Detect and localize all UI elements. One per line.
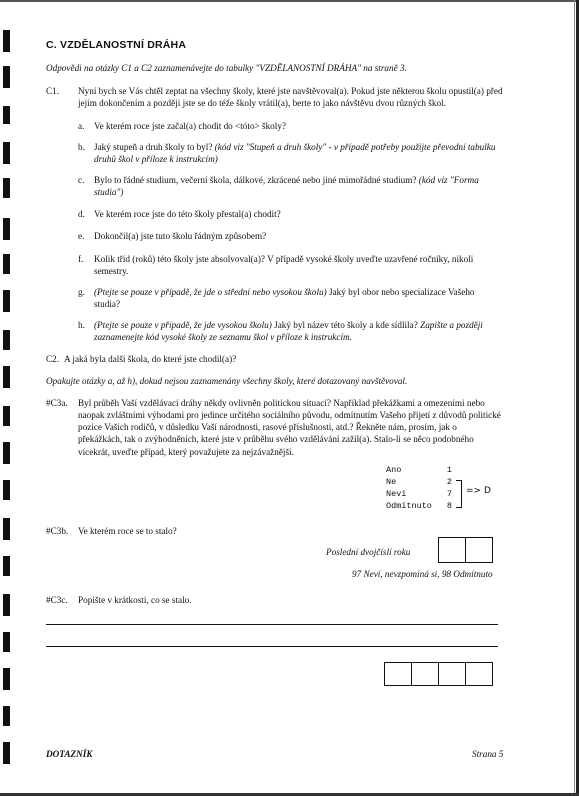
item-b [94,141,502,165]
item-h-note: Zapište a později zaznamenejte kód vysoké školy ze seznamu škol v příloze k instrukcím. [94,320,483,343]
code-value: 7 [446,489,452,499]
code-row[interactable] [386,464,452,476]
binder-hole-mark [3,330,10,350]
item-b-note: (kód viz "Stupeň a druh školy" - v případě potřeby použijte převodní tabulku druhů škol v příloze k instrukcím) [94,142,496,165]
item-g [94,286,502,310]
code-digit-box[interactable] [384,662,412,686]
item-g-condition: (Ptejte se pouze v případě, že jde o střední nebo vysokou školu) [94,287,327,297]
item-a-text: Ve kterém roce jste začal(a) chodit do <tóto> školy? [94,121,286,131]
binder-hole-mark [3,142,10,164]
code-value: 1 [446,465,452,475]
section-title: C. VZDĚLANOSTNÍ DRÁHA [46,39,187,51]
code-digit-box[interactable] [439,662,466,686]
item-h-text: Jaký byl název této školy a kde sídlila? [274,320,418,330]
question-c2-label: C2. [46,354,60,364]
item-d-text: Ve kterém roce jste do této školy přestal(a) chodit? [94,209,281,219]
question-c3a-label: #C3a. [46,398,68,408]
item-g-text: Jaký byl obor nebo specializace Vašeho studia? [94,287,475,310]
code-row[interactable] [386,500,452,512]
binder-hole-mark [3,178,10,198]
scan-top-edge [0,0,579,2]
c3c-code-boxes[interactable] [384,662,493,684]
item-b-text: Jaký stupeň a druh školy to byl? [94,142,213,152]
code-row[interactable] [386,476,452,488]
binder-hole-mark [3,366,10,388]
item-e-letter: e. [78,231,85,241]
question-c1-text: Nyní bych se Vás chtěl zeptat na všechny školy, které jste navštěvoval(a). Pokud jste některou školu opustil(a) před jejím dokončením a později jste se do téže školy vrátil(a), berte to jako návštěvu dvou různých škol. [78,86,503,109]
binder-hole-mark [3,556,10,576]
question-c3a-text: Byl průběh Vaší vzdělávací dráhy někdy ovlivněn politickou situací? Například překážkami a omezeními nebo naopak zvláštními výhodami pro jedince určitého sociálního původu, odmítnutím Vašeho přijetí z důvodů politické pozice Vašich rodičů, v důsledku Vaší národnosti, rasové příslušnosti, atd.? Řekněte nám, prosím, jak o překážkách, tak o zvýhodněních, které jste v průběhu svého vzdělávání zažil(a). Stalo-li se něco podobného vícekrát, uveďte případ, který považujete za nejzávažnější. [78,398,501,457]
year-codes-note: 97 Neví, nevzpomíná si, 98 Odmítnuto [352,569,493,579]
code-label: Odmítnuto [386,501,432,511]
code-value: 2 [446,477,452,487]
section-instruction: Odpovědi na otázky C1 a C2 zaznamenávejte do tabulky "VZDĚLANOSTNÍ DRÁHA" na straně 3. [46,63,407,73]
skip-brace [456,480,462,508]
year-digit-box[interactable] [438,537,466,563]
binder-hole-mark [3,218,10,240]
item-f-letter: f. [78,254,84,264]
item-f-text: Kolik tříd (roků) této školy jste absolvoval(a)? V případě vysoké školy uveďte uzavřené ročníky, nikoli semestry. [94,254,474,277]
item-e-text: Dokončil(a) jste tuto školu řádným způsobem? [94,231,267,241]
binder-hole-mark [3,594,10,616]
scan-right-edge-line [574,0,575,796]
item-b-letter: b. [78,142,85,152]
item-h [94,319,502,343]
binder-hole-mark [3,706,10,726]
binder-hole-mark [3,30,10,52]
binder-hole-mark [3,290,10,312]
binder-hole-mark [3,518,10,540]
item-d-letter: d. [78,209,85,219]
item-a-letter: a. [78,121,85,131]
binder-hole-mark [3,66,10,88]
item-c-text: Bylo to řádné studium, večerní škola, dálkové, zkrácené nebo jiné mimořádné studium? [94,175,417,185]
c3a-answer-codes [386,464,452,512]
code-label: Neví [386,489,407,499]
binder-hole-mark [3,480,10,500]
code-digit-box[interactable] [412,662,439,686]
item-g-letter: g. [78,287,85,297]
binder-hole-mark [3,742,10,764]
footer-document-name: DOTAZNÍK [46,749,93,759]
skip-instruction: => D [466,486,491,496]
binder-hole-mark [3,668,10,690]
item-h-condition: (Ptejte se pouze v případě, že jde vysokou školu) [94,320,272,330]
code-digit-box[interactable] [466,662,493,686]
question-c1-label: C1. [46,86,60,96]
binder-hole-mark [3,254,10,274]
code-label: Ano [386,465,402,475]
code-row[interactable] [386,488,452,500]
code-value: 8 [446,501,452,511]
item-c-note: (kód viz "Forma studia") [94,175,479,198]
question-c3c-text: Popište v krátkosti, co se stalo. [78,595,192,605]
question-c3b-text: Ve kterém roce se to stalo? [78,526,177,536]
binder-hole-mark [3,406,10,426]
answer-line[interactable] [46,646,498,647]
binder-hole-mark [3,106,10,124]
item-c-letter: c. [78,175,85,185]
answer-line[interactable] [46,624,498,625]
year-answer-boxes[interactable] [438,537,494,561]
year-digit-box[interactable] [466,537,493,563]
year-answer-label: Poslední dvojčíslí roku [326,547,411,557]
question-c3b-label: #C3b. [46,526,69,536]
question-c2-text: A jaká byla další škola, do které jste chodil(a)? [64,354,237,364]
item-h-letter: h. [78,320,85,330]
binder-hole-mark [3,632,10,652]
code-label: Ne [386,477,397,487]
question-c3c-label: #C3c. [46,595,68,605]
footer-page-number: Strana 5 [472,749,504,759]
binder-hole-mark [3,442,10,464]
item-c [94,174,502,198]
question-c2-instruction: Opakujte otázky a, až h), dokud nejsou zaznamenány všechny školy, které dotazovaný navštěvoval. [46,376,408,386]
